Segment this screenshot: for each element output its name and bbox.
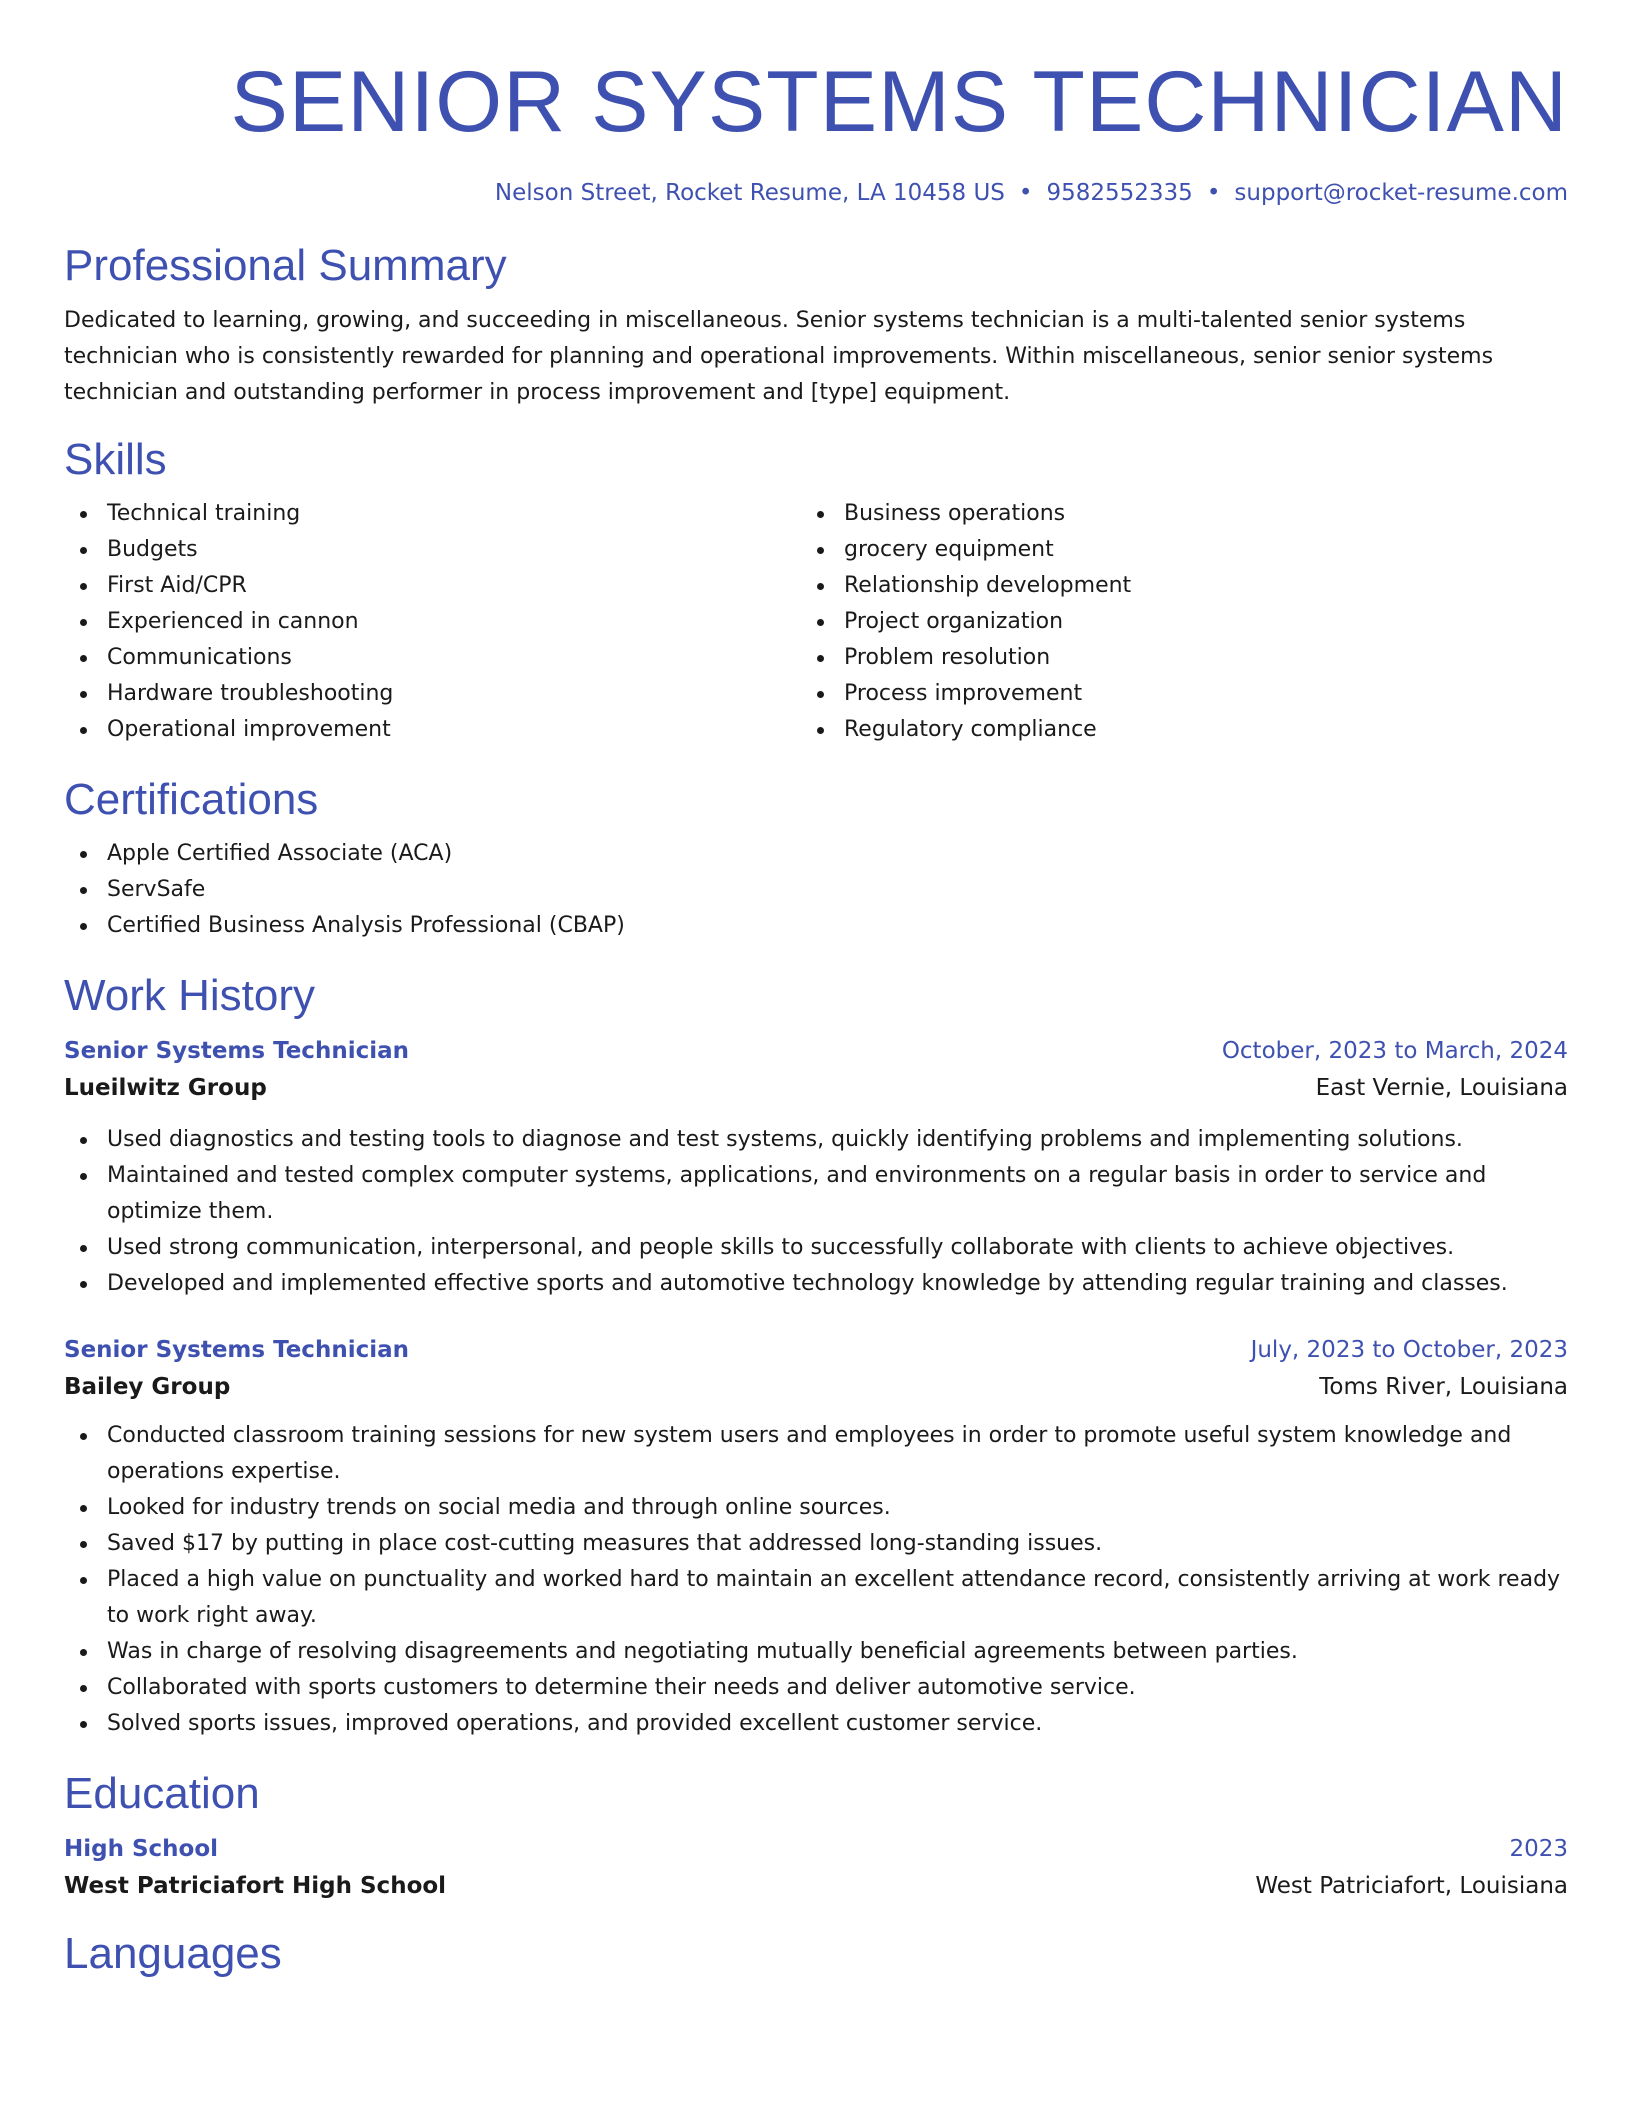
skills-section: [64, 433, 1568, 748]
skills-column-right: [801, 496, 1538, 748]
work-history-heading: Work History: [64, 971, 315, 1020]
job-duties-list: [64, 1418, 1568, 1742]
job-header: [64, 1333, 1568, 1367]
job-duty: Conducted classroom training sessions for new system users and employees in order to promote useful system knowledge and operations expertise.: [107, 1418, 1568, 1490]
skill-item: Operational improvement: [107, 712, 801, 748]
certifications-section: [64, 773, 1568, 944]
job-subheader: [64, 1367, 1568, 1407]
skill-item: Experienced in cannon: [107, 604, 801, 640]
skill-item: Technical training: [107, 496, 801, 532]
job-duty: Developed and implemented effective sports and automotive technology knowledge by attending regular training and classes.: [107, 1266, 1568, 1302]
education-location: West Patriciafort, Louisiana: [1255, 1873, 1568, 1899]
summary-section: [64, 239, 1568, 411]
job-dates: October, 2023 to March, 2024: [1221, 1038, 1568, 1064]
job-duties-list: [64, 1122, 1568, 1302]
skill-item: Business operations: [844, 496, 1538, 532]
education-school: West Patriciafort High School: [64, 1873, 447, 1899]
job-title: Senior Systems Technician: [64, 1337, 409, 1363]
certifications-heading: Certifications: [64, 775, 319, 824]
summary-text: Dedicated to learning, growing, and succeeding in miscellaneous. Senior systems technician is a multi-talented senior systems technician who is consistently rewarded for planning and operational improvements. Within miscellaneous, senior senior systems technician and outstanding performer in process improvement and [type] equipment.: [64, 308, 1494, 405]
skill-item: First Aid/CPR: [107, 568, 801, 604]
education-subheader: [64, 1866, 1568, 1906]
skill-item: Regulatory compliance: [844, 712, 1538, 748]
job-duty: Used strong communication, interpersonal, and people skills to successfully collaborate with clients to achieve objectives.: [107, 1230, 1568, 1266]
candidate-title: SENIOR SYSTEMS TECHNICIAN: [230, 54, 1568, 150]
job-duty: Used diagnostics and testing tools to diagnose and test systems, quickly identifying problems and implementing solutions.: [107, 1122, 1568, 1158]
resume-header: [64, 0, 1568, 208]
skills-list-right: [801, 496, 1538, 748]
job-location: East Vernie, Louisiana: [1315, 1075, 1568, 1101]
skills-grid: [64, 496, 1568, 748]
job-company: Bailey Group: [64, 1374, 231, 1400]
job-title: Senior Systems Technician: [64, 1038, 409, 1064]
job-location: Toms River, Louisiana: [1319, 1374, 1568, 1400]
job-entry: [64, 1333, 1568, 1742]
certification-item: ServSafe: [107, 872, 1568, 908]
languages-section: [64, 1927, 1568, 1981]
skill-item: Process improvement: [844, 676, 1538, 712]
education-header: [64, 1832, 1568, 1866]
job-duty: Maintained and tested complex computer systems, applications, and environments on a regular basis in order to service and optimize them.: [107, 1158, 1568, 1230]
skill-item: Relationship development: [844, 568, 1538, 604]
contact-email: support@rocket-resume.com: [1234, 180, 1568, 206]
job-duty: Looked for industry trends on social media and through online sources.: [107, 1490, 1568, 1526]
work-history-section: [64, 969, 1568, 1742]
contact-separator: •: [1206, 180, 1221, 206]
job-duty: Was in charge of resolving disagreements and negotiating mutually beneficial agreements between parties.: [107, 1634, 1568, 1670]
certifications-list: [64, 836, 1568, 944]
contact-address: Nelson Street, Rocket Resume, LA 10458 US: [494, 180, 1005, 206]
contact-separator: •: [1018, 180, 1033, 206]
contact-phone: 9582552335: [1046, 180, 1193, 206]
job-duty: Collaborated with sports customers to determine their needs and deliver automotive service.: [107, 1670, 1568, 1706]
education-entry: [64, 1832, 1568, 1906]
education-degree: High School: [64, 1836, 219, 1862]
skill-item: Problem resolution: [844, 640, 1538, 676]
skills-list-left: [64, 496, 801, 748]
job-entry: [64, 1034, 1568, 1302]
job-dates: July, 2023 to October, 2023: [1250, 1337, 1568, 1363]
job-company: Lueilwitz Group: [64, 1075, 267, 1101]
education-heading: Education: [64, 1769, 260, 1818]
job-duty: Solved sports issues, improved operations, and provided excellent customer service.: [107, 1706, 1568, 1742]
education-year: 2023: [1509, 1836, 1568, 1862]
languages-heading: Languages: [64, 1929, 282, 1978]
contact-line: [64, 178, 1568, 208]
certification-item: Apple Certified Associate (ACA): [107, 836, 1568, 872]
summary-heading: Professional Summary: [64, 241, 507, 290]
skill-item: Hardware troubleshooting: [107, 676, 801, 712]
skill-item: grocery equipment: [844, 532, 1538, 568]
skill-item: Project organization: [844, 604, 1538, 640]
skills-column-left: [64, 496, 801, 748]
education-section: [64, 1767, 1568, 1906]
skill-item: Budgets: [107, 532, 801, 568]
certification-item: Certified Business Analysis Professional (CBAP): [107, 908, 1568, 944]
job-subheader: [64, 1068, 1568, 1108]
job-duty: Saved $17 by putting in place cost-cutting measures that addressed long-standing issues.: [107, 1526, 1568, 1562]
job-duty: Placed a high value on punctuality and worked hard to maintain an excellent attendance record, consistently arriving at work ready to work right away.: [107, 1562, 1568, 1634]
skills-heading: Skills: [64, 435, 167, 484]
skill-item: Communications: [107, 640, 801, 676]
job-header: [64, 1034, 1568, 1068]
